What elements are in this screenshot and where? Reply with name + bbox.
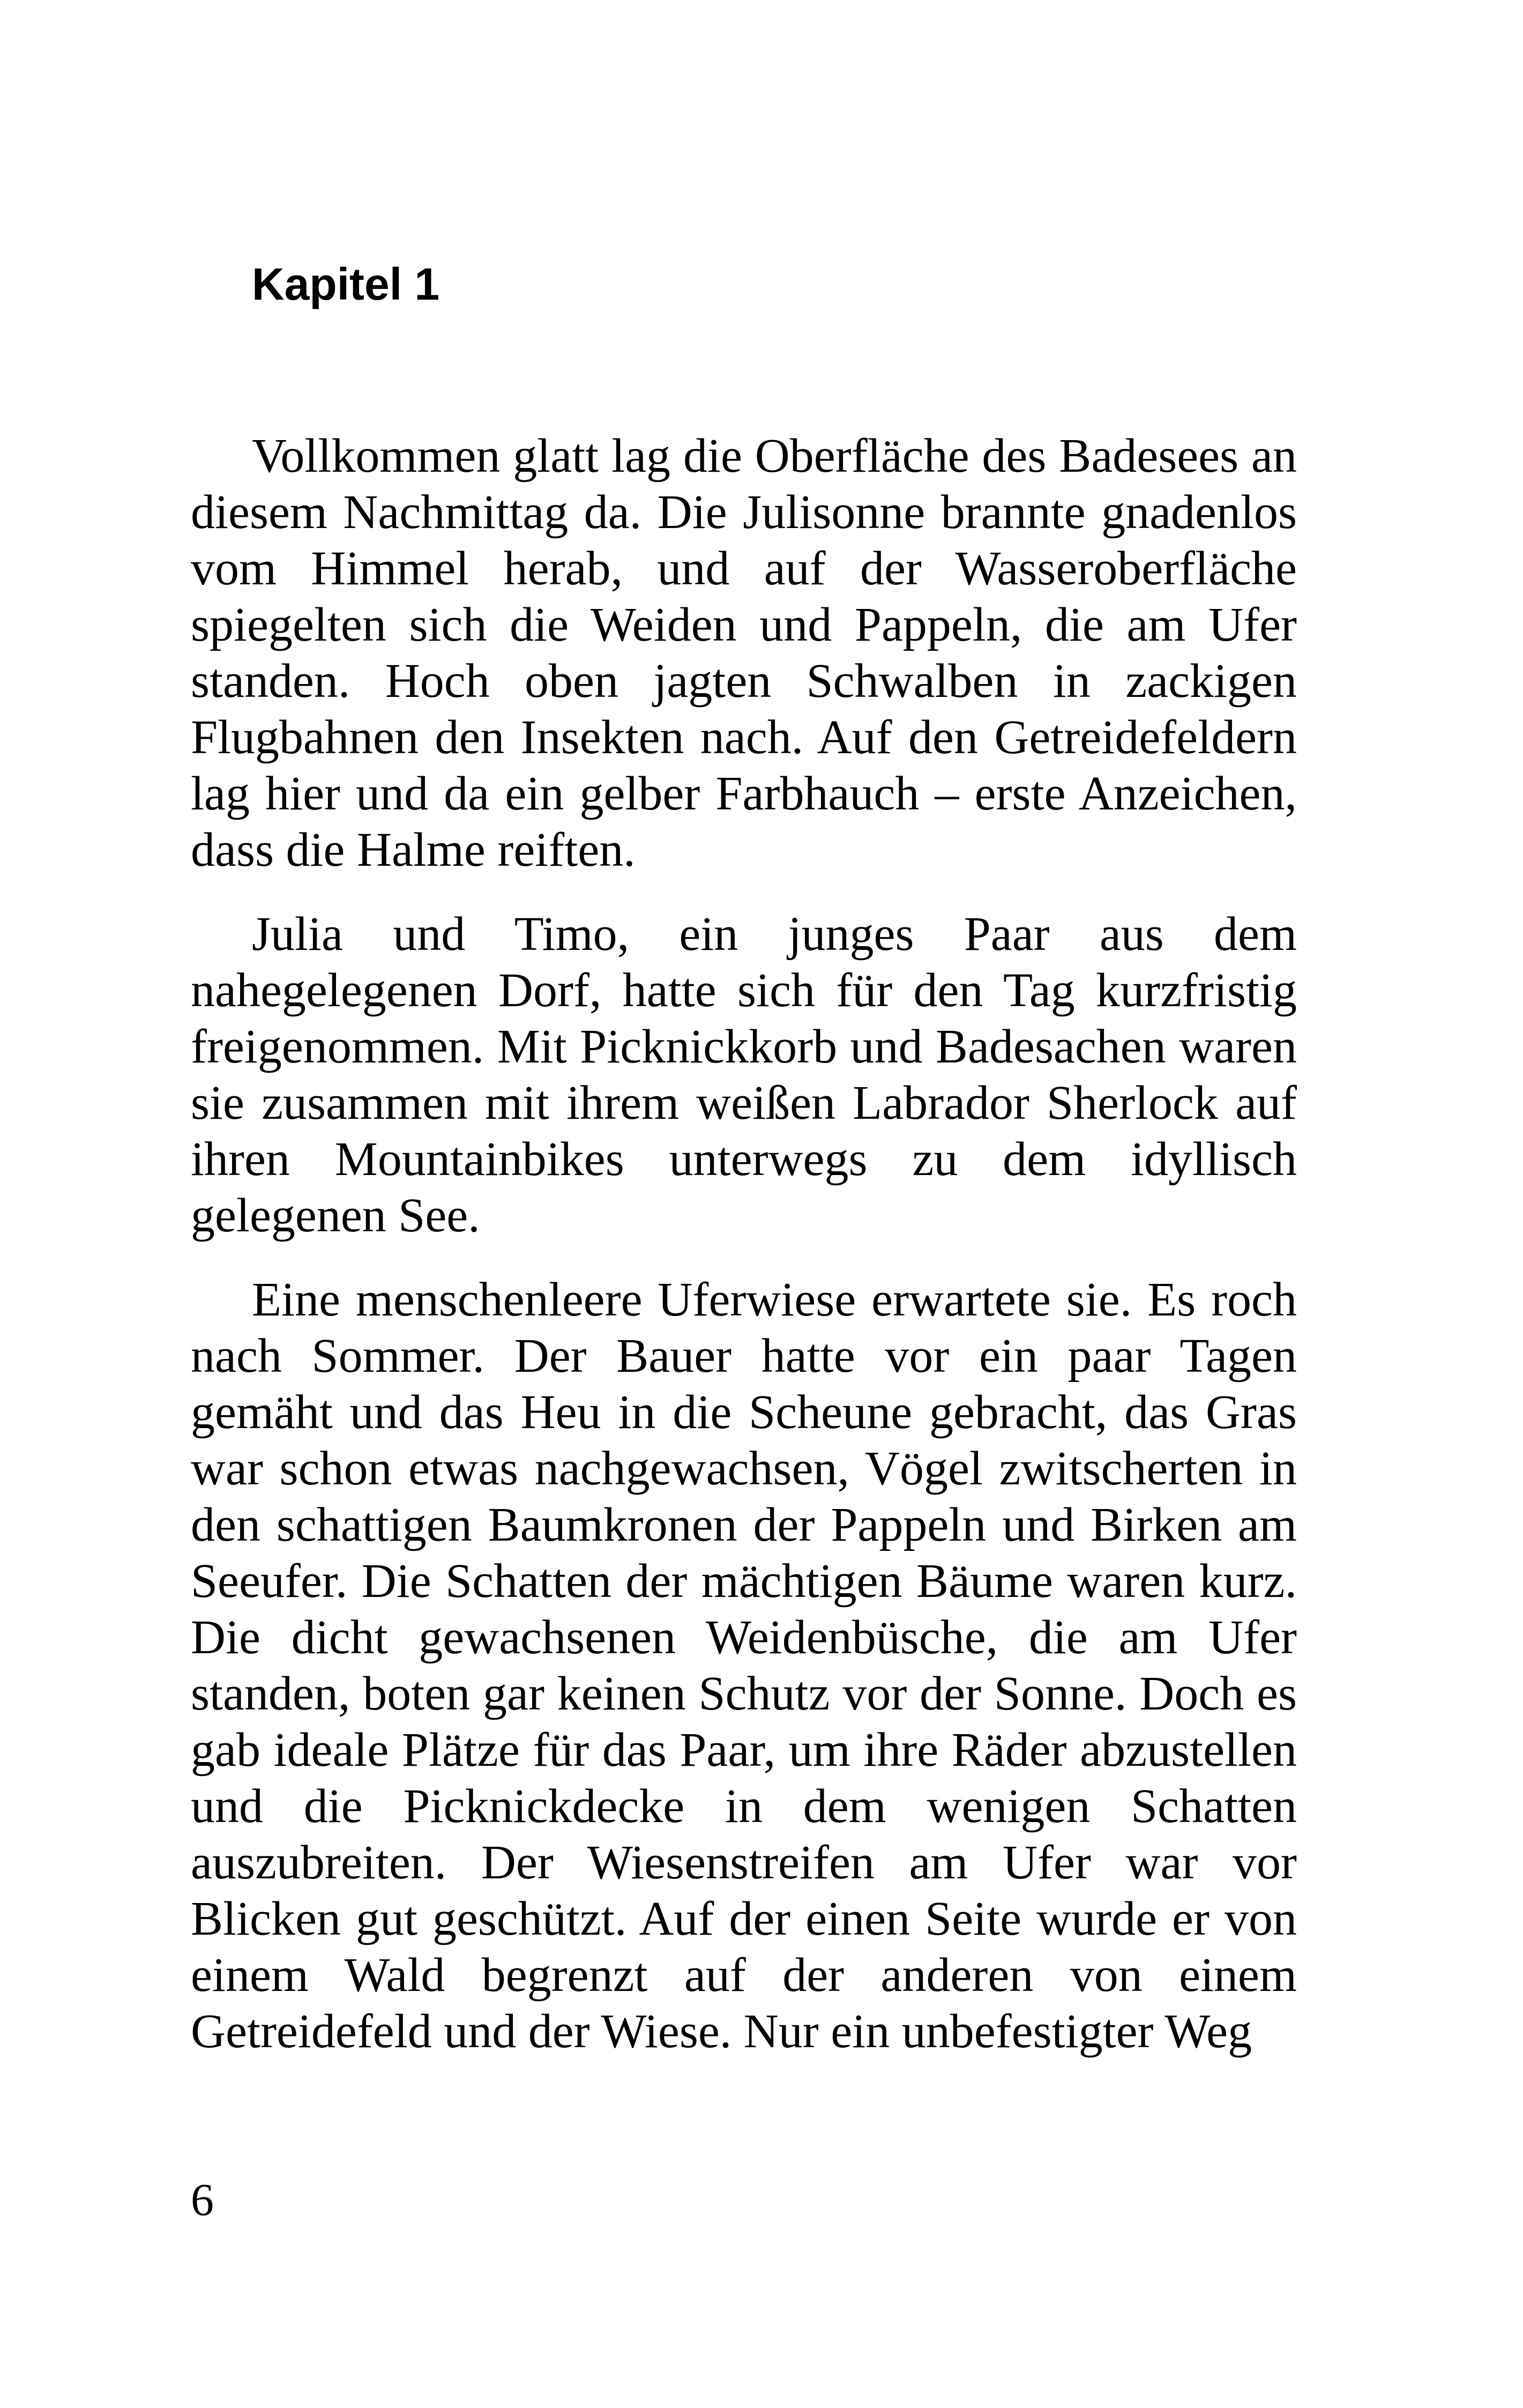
- paragraph-1: Vollkommen glatt lag die Oberfläche des Badesees an diesem Nachmittag da. Die Julisonne brannte gnadenlos vom Himmel herab, und auf der Wasseroberfläche spiegelten sich die Weiden und Pappeln, die am Ufer standen. Hoch oben jagten Schwalben in zackigen Flugbahnen den Insekten nach. Auf den Getreidefeldern lag hier und da ein gelber Farbhauch – erste Anzeichen, dass die Halme reiften.: [191, 429, 1297, 876]
- paragraph-2: Julia und Timo, ein junges Paar aus dem nahegelegenen Dorf, hatte sich für den Tag kurzfristig freigenommen. Mit Picknickkorb und Badesachen waren sie zusammen mit ihrem weißen Labrador Sherlock auf ihren Mountainbikes unterwegs zu dem idyllisch gelegenen See.: [191, 908, 1297, 1242]
- page-number: 6: [191, 2174, 214, 2225]
- chapter-title: Kapitel 1: [252, 259, 440, 309]
- paragraph-3: Eine menschenleere Uferwiese erwartete sie. Es roch nach Sommer. Der Bauer hatte vor ein paar Tagen gemäht und das Heu in die Scheune gebracht, das Gras war schon etwas nachgewachsen, Vögel zwitscherten in den schattigen Baumkronen der Pappeln und Birken am Seeufer. Die Schatten der mächtigen Bäume waren kurz. Die dicht gewachsenen Weidenbüsche, die am Ufer standen, boten gar keinen Schutz vor der Sonne. Doch es gab ideale Plätze für das Paar, um ihre Räder abzustellen und die Picknickdecke in dem wenigen Schatten auszubreiten. Der Wiesenstreifen am Ufer war vor Blicken gut geschützt. Auf der einen Seite wurde er von einem Wald begrenzt auf der anderen von einem Getreidefeld und der Wiese. Nur ein unbefestigter Weg: [191, 1273, 1297, 2058]
- chapter-body: [191, 428, 1297, 2060]
